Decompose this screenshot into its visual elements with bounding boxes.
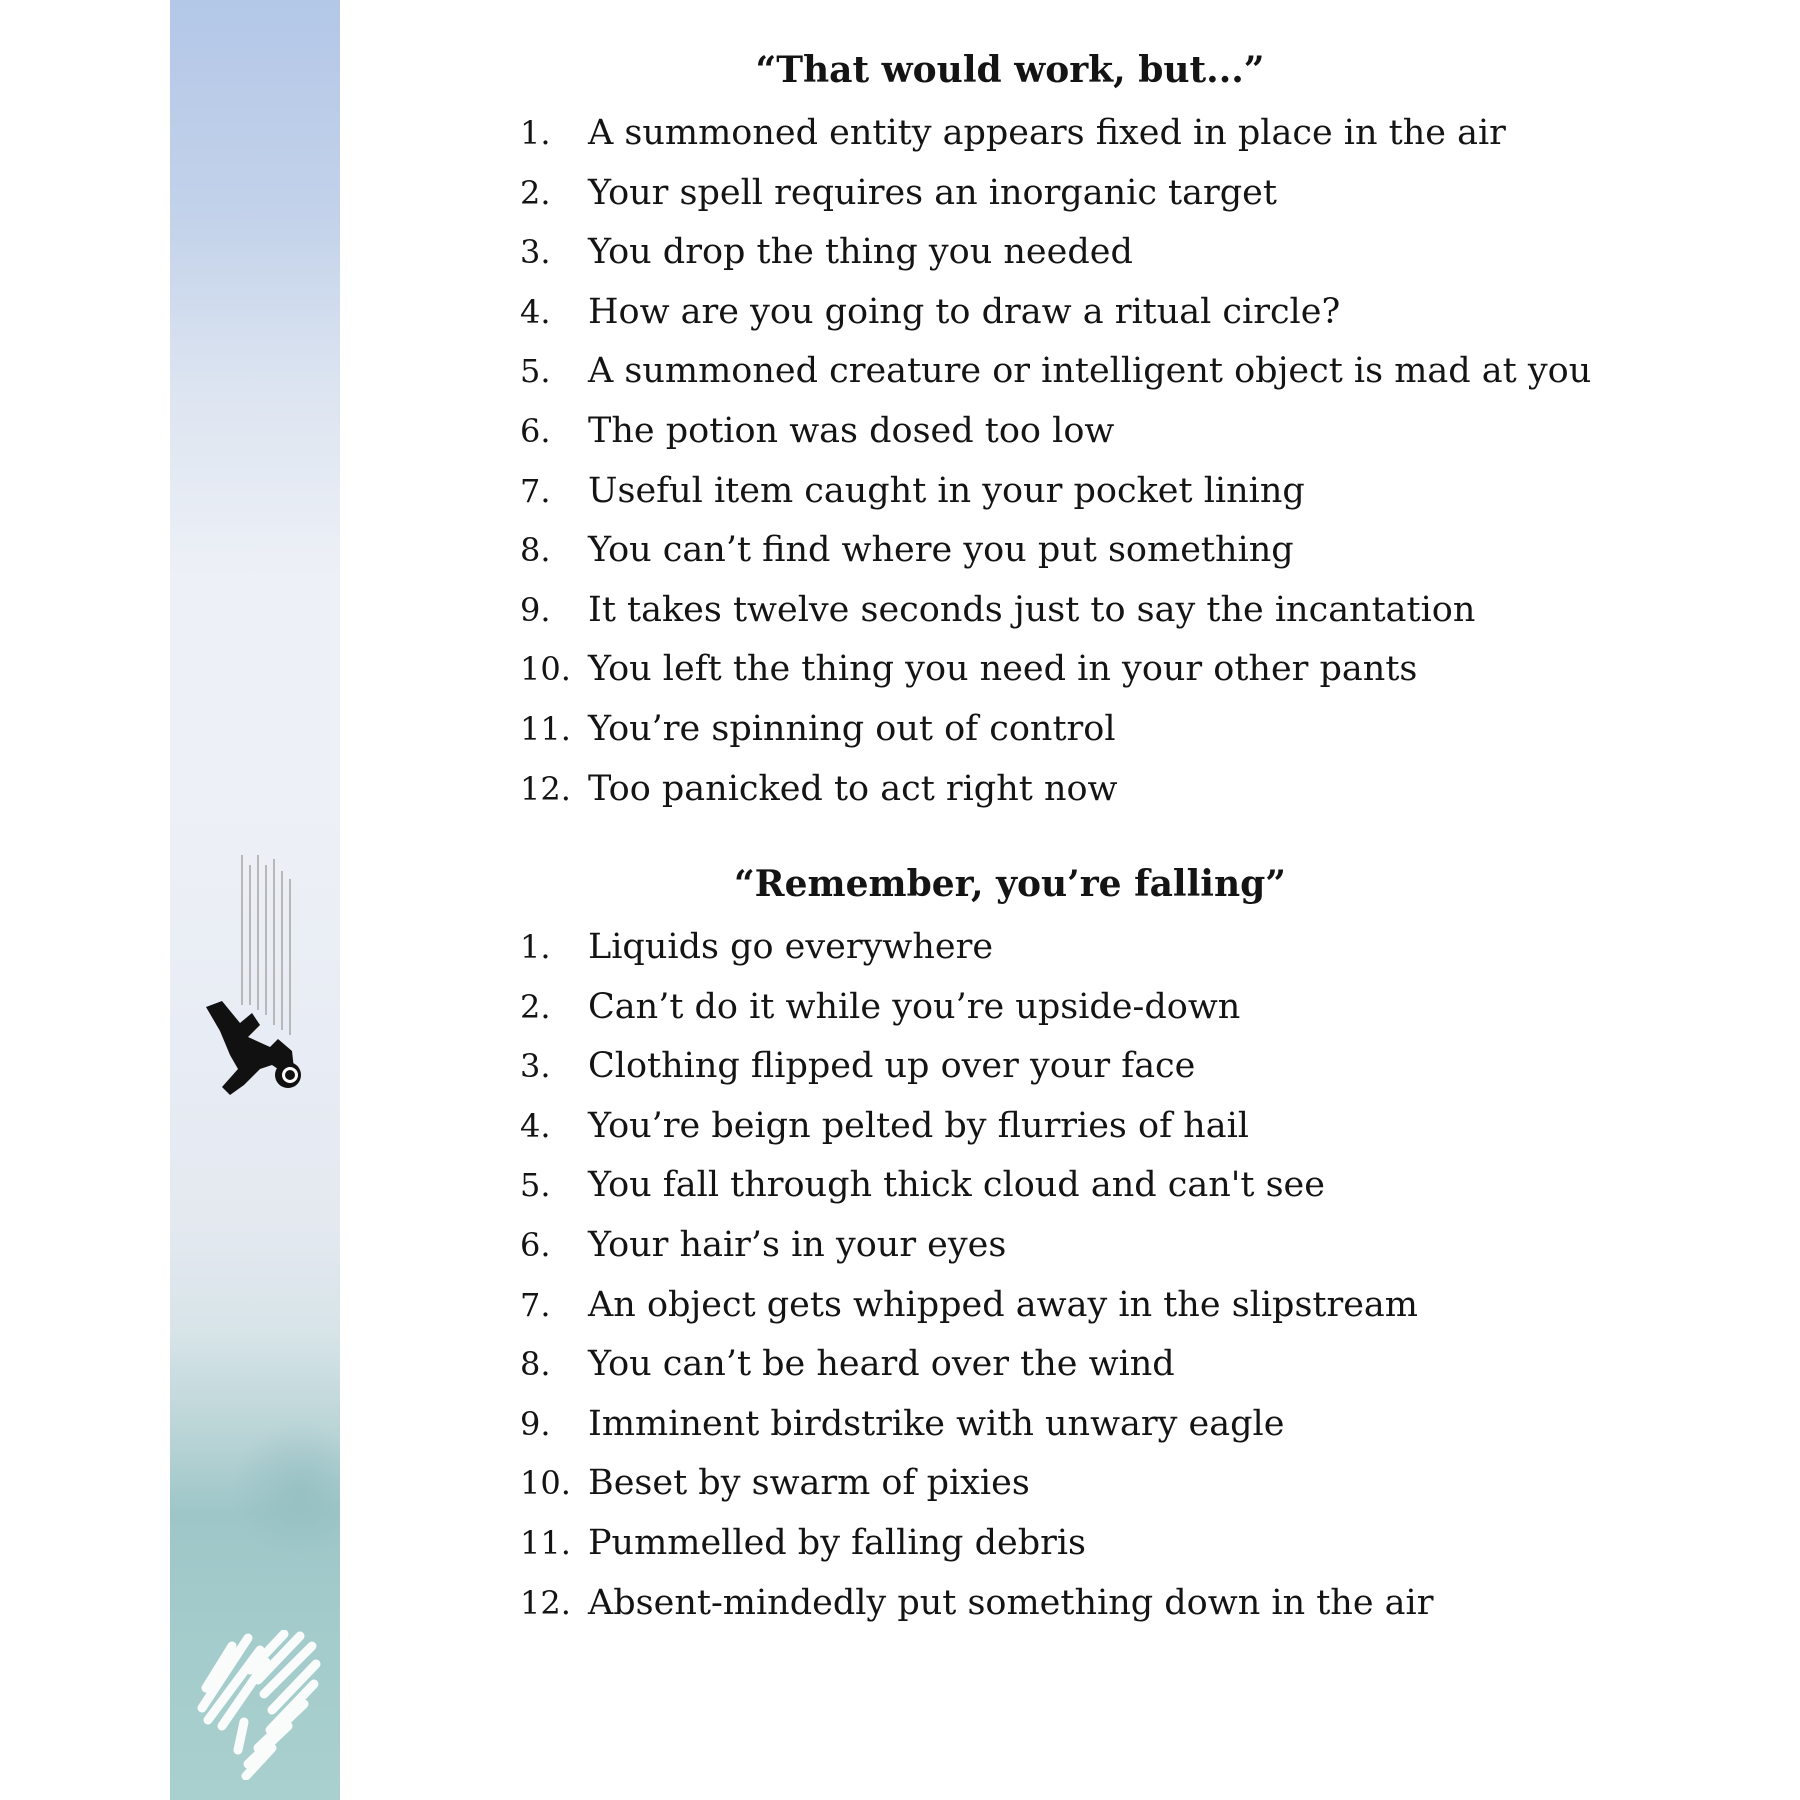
- list-item: [520, 342, 1591, 402]
- list-item: [520, 462, 1591, 522]
- item-text: Useful item caught in your pocket lining: [588, 470, 1305, 511]
- list-item: [520, 1454, 1433, 1514]
- item-text: Absent-mindedly put something down in the air: [588, 1582, 1434, 1623]
- list-item: [520, 1097, 1433, 1157]
- item-text: You can’t find where you put something: [588, 530, 1294, 571]
- item-number: 2.: [520, 173, 551, 212]
- list-item: [520, 1395, 1433, 1455]
- item-number: 4.: [520, 1106, 551, 1145]
- item-number: 6.: [520, 411, 551, 450]
- list-item: [520, 918, 1433, 978]
- list-item: [520, 164, 1591, 224]
- item-text: You drop the thing you needed: [588, 232, 1133, 273]
- item-number: 1.: [520, 928, 551, 966]
- item-number: 1.: [520, 114, 551, 152]
- item-text: Clothing flipped up over your face: [588, 1046, 1196, 1087]
- item-number: 3.: [520, 1047, 551, 1086]
- item-text: You can’t be heard over the wind: [588, 1344, 1175, 1385]
- decorative-sidebar: [170, 0, 340, 1800]
- item-text: A summoned entity appears fixed in place in the air: [588, 113, 1506, 153]
- item-text: You’re spinning out of control: [588, 708, 1116, 749]
- list-item: [520, 760, 1591, 820]
- item-text: You’re beign pelted by flurries of hail: [588, 1105, 1249, 1146]
- item-number: 7.: [520, 1285, 551, 1324]
- list-item: [520, 1574, 1433, 1634]
- item-number: 3.: [520, 233, 551, 272]
- item-number: 12.: [520, 769, 571, 808]
- list-remember-falling: [520, 918, 1433, 1633]
- section-title-that-would-work: “That would work, but...”: [755, 49, 1265, 91]
- item-text: Your hair’s in your eyes: [588, 1224, 1007, 1265]
- item-number: 7.: [520, 471, 551, 510]
- item-number: 12.: [520, 1583, 571, 1622]
- list-item: [520, 283, 1591, 343]
- item-text: Liquids go everywhere: [588, 927, 994, 967]
- list-item: [520, 1335, 1433, 1395]
- list-item: [520, 1216, 1433, 1276]
- item-number: 11.: [520, 1523, 571, 1562]
- list-item: [520, 1514, 1433, 1574]
- item-number: 5.: [520, 352, 551, 391]
- item-text: You fall through thick cloud and can't see: [588, 1165, 1325, 1206]
- list-item: [520, 978, 1433, 1038]
- list-item: [520, 223, 1591, 283]
- item-text: It takes twelve seconds just to say the incantation: [588, 589, 1476, 630]
- list-item: [520, 104, 1591, 164]
- item-number: 6.: [520, 1225, 551, 1264]
- list-item: [520, 581, 1591, 641]
- list-item: [520, 402, 1591, 462]
- item-text: Your spell requires an inorganic target: [588, 172, 1277, 213]
- item-number: 9.: [520, 1404, 551, 1443]
- item-text: Beset by swarm of pixies: [588, 1463, 1030, 1504]
- list-item: [520, 1037, 1433, 1097]
- item-text: The potion was dosed too low: [588, 410, 1115, 451]
- item-number: 2.: [520, 987, 551, 1026]
- list-item: [520, 1276, 1433, 1336]
- scribble-heart-emblem-icon: [188, 1630, 328, 1780]
- list-item: [520, 640, 1591, 700]
- item-text: You left the thing you need in your other pants: [588, 649, 1418, 690]
- section-title-remember-falling: “Remember, you’re falling”: [733, 863, 1287, 905]
- item-text: An object gets whipped away in the slipstream: [588, 1284, 1418, 1325]
- item-number: 8.: [520, 1345, 551, 1384]
- list-item: [520, 1156, 1433, 1216]
- list-that-would-work: [520, 104, 1591, 819]
- item-number: 5.: [520, 1166, 551, 1205]
- falling-person-icon: [200, 855, 310, 1105]
- item-text: Too panicked to act right now: [588, 768, 1118, 809]
- item-number: 9.: [520, 590, 551, 629]
- list-item: [520, 521, 1591, 581]
- item-text: A summoned creature or intelligent object is mad at you: [588, 351, 1592, 392]
- item-number: 11.: [520, 709, 571, 748]
- item-text: Imminent birdstrike with unwary eagle: [588, 1403, 1285, 1444]
- item-text: Pummelled by falling debris: [588, 1522, 1086, 1563]
- list-item: [520, 700, 1591, 760]
- item-text: Can’t do it while you’re upside-down: [588, 986, 1241, 1027]
- item-number: 4.: [520, 292, 551, 331]
- item-number: 10.: [520, 650, 571, 689]
- item-number: 8.: [520, 531, 551, 570]
- item-number: 10.: [520, 1464, 571, 1503]
- item-text: How are you going to draw a ritual circle?: [588, 291, 1341, 332]
